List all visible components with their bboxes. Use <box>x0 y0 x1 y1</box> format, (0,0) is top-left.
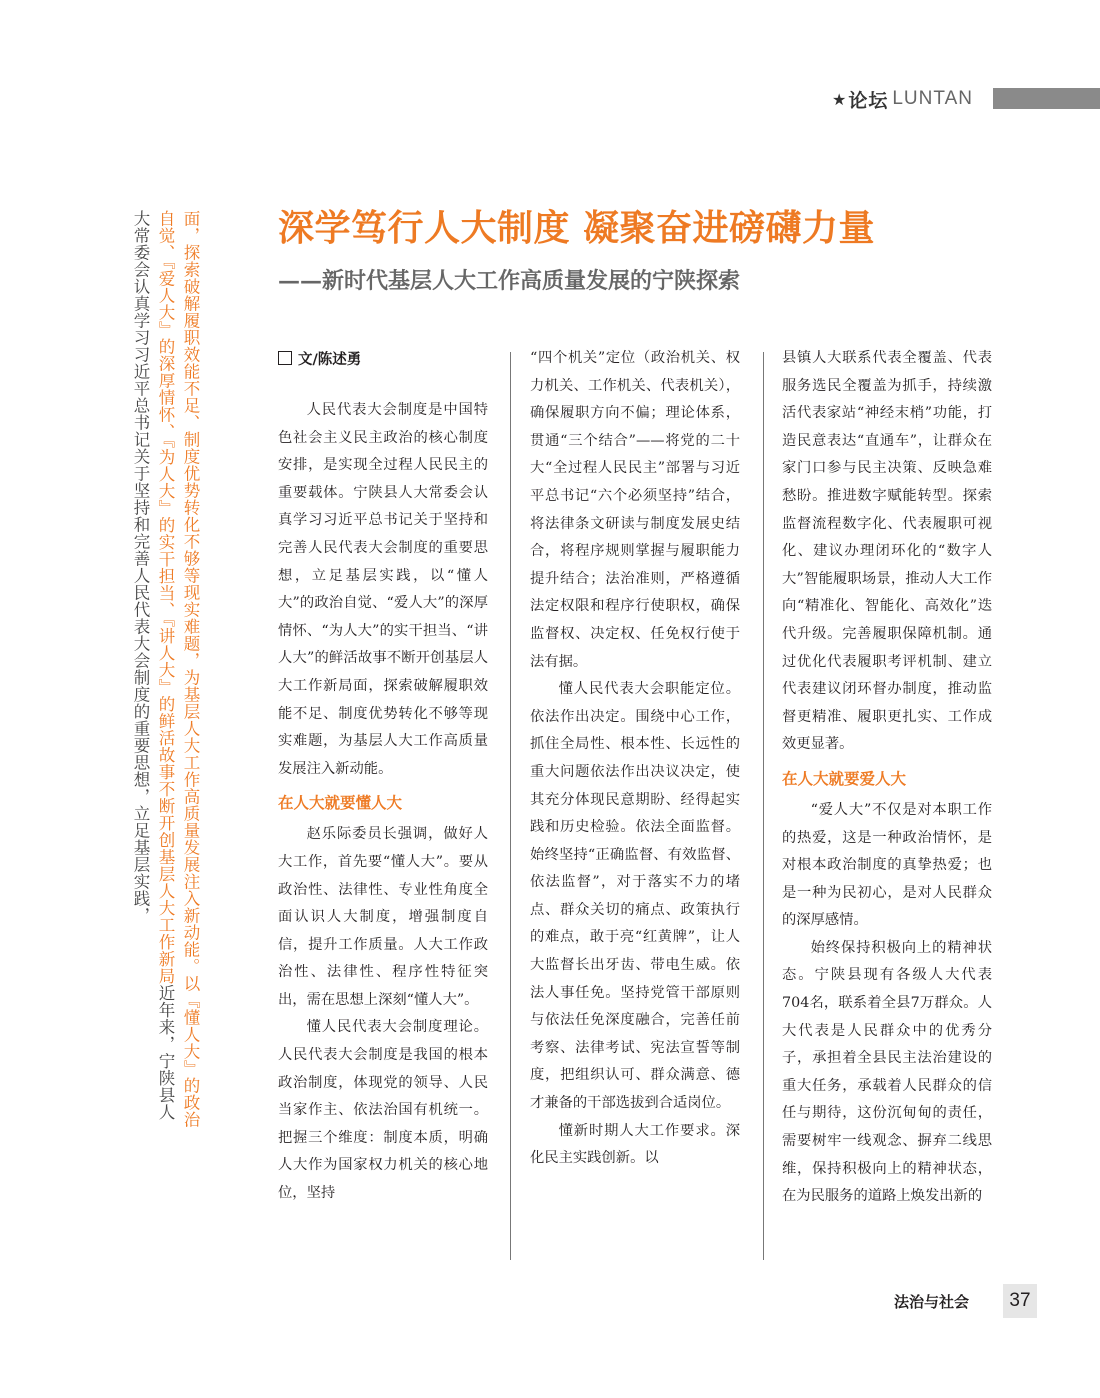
pull-quote-part3: 近年来，宁陕县人大常委会认真学习习近平总书记关于坚持和完善人民代表大会制度的重要思想，立足基层实践， <box>131 210 175 1121</box>
paragraph: 人民代表大会制度是中国特色社会主义民主政治的核心制度安排，是实现全过程人民民主的重要载体。宁陕县人大常委会认真学习习近平总书记关于坚持和完善人民代表大会制度的重要思想，立足基层实践，以“懂人大”的政治自觉、“爱人大”的深厚情怀、“为人大”的实干担当、“讲人大”的鲜活故事不断开创基层人大工作新局面，探索破解履职效能不足、制度优势转化不够等现实难题，为基层人大工作高质量发展注入新动能。 <box>278 402 488 777</box>
section-heading: 在人大就要爱人大 <box>782 769 907 788</box>
pull-quote <box>128 210 203 1130</box>
pull-quote-part1: 面，探索破解履职效能不足、制度优势转化不够等现实难题，为基层人大工作高质量发展注入新动能。 <box>181 210 200 975</box>
paragraph: 懂人民代表大会职能定位。依法作出决定。围绕中心工作，抓住全局性、根本性、长远性的重大问题依法作出决议决定，使其充分体现民意期盼、经得起实践和历史检验。依法全面监督。始终坚持“正确监督、有效监督、依法监督”，对于落实不力的堵点、群众关切的痛点、政策执行的难点，敢于亮“红黄牌”，让人大监督长出牙齿、带电生威。依法人事任免。坚持党管干部原则与依法任免深度融合，完善任前考察、法律考试、宪法宣誓等制度，把组织认可、群众满意、德才兼备的干部选拔到合适岗位。 <box>530 681 740 1112</box>
paragraph: 县镇人大联系代表全覆盖、代表服务选民全覆盖为抓手，持续激活代表家站“神经末梢”功能，打造民意表达“直通车”，让群众在家门口参与民主决策、反映急难愁盼。推进数字赋能转型。探索监督流程数字化、代表履职可视化、建议办理闭环化的“数字人大”智能履职场景，推动人大工作向“精准化、智能化、高效化”迭代升级。完善履职保障机制。通过优化代表履职考评机制、建立代表建议闭环督办制度，推动监督更精准、履职更扎实、工作成效更显著。 <box>782 350 992 753</box>
section-name-zh: 论坛 <box>848 89 889 112</box>
paragraph: 赵乐际委员长强调，做好人大工作，首先要“懂人大”。要从政治性、法律性、专业性角度全面认识人大制度，增强制度自信，提升工作质量。人大工作政治性、法律性、程序性特征突出，需在思想上深刻“懂人大”。 <box>278 826 488 1008</box>
page-number: 37 <box>1003 1284 1037 1318</box>
article-subtitle: ——新时代基层人大工作高质量发展的宁陕探索 <box>278 268 741 294</box>
column-divider <box>763 352 764 1260</box>
star-icon: ★ <box>832 89 847 109</box>
byline <box>278 345 488 375</box>
paragraph: “爱人大”不仅是对本职工作的热爱，这是一种政治情怀，是对根本政治制度的真挚热爱；也是一种为民初心，是对人民群众的深厚感情。 <box>782 801 992 929</box>
section-heading: 在人大就要懂人大 <box>278 794 403 813</box>
box-icon <box>278 351 292 365</box>
section-header <box>832 86 973 112</box>
paragraph: 懂新时期人大工作要求。深化民主实践创新。以 <box>530 1122 740 1167</box>
byline-text: 文/陈述勇 <box>298 352 362 368</box>
article-title: 深学笃行人大制度 凝聚奋进磅礴力量 <box>278 208 876 249</box>
article-column-3 <box>782 345 992 1211</box>
article-column-1 <box>278 345 488 1208</box>
column-divider <box>510 352 511 1260</box>
article-column-2 <box>530 345 740 1173</box>
paragraph: 始终保持积极向上的精神状态。宁陕县现有各级人大代表704名，联系着全县7万群众。人大代表是人民群众中的优秀分子，承担着全县民主法治建设的重大任务，承载着人民群众的信任与期待，这份沉甸甸的责任，需要树牢一线观念、摒弃二线思维，保持积极向上的精神状态，在为民服务的道路上焕发出新的 <box>782 939 992 1205</box>
header-bar <box>993 88 1100 109</box>
paragraph: “四个机关”定位（政治机关、权力机关、工作机关、代表机关），确保履职方向不偏；理论体系，贯通“三个结合”——将党的二十大“全过程人民民主”部署与习近平总书记“六个必须坚持”结合，将法律条文研读与制度发展史结合，将程序规则掌握与履职能力提升结合；法治准则，严格遵循法定权限和程序行使职权，确保监督权、决定权、任免权行使于法有据。 <box>530 350 740 670</box>
paragraph: 懂人民代表大会制度理论。人民代表大会制度是我国的根本政治制度，体现党的领导、人民当家作主、依法治国有机统一。把握三个维度：制度本质，明确人大作为国家权力机关的核心地位，坚持 <box>278 1019 488 1202</box>
pull-quote-part2: 以『懂人大』的政治自觉、『爱人大』的深厚情怀、『为人大』的实干担当、『讲人大』的鲜活故事不断开创基层人大工作新局 <box>156 210 200 1128</box>
publication-name: 法治与社会 <box>894 1293 970 1311</box>
section-name-en: LUNTAN <box>892 88 973 109</box>
